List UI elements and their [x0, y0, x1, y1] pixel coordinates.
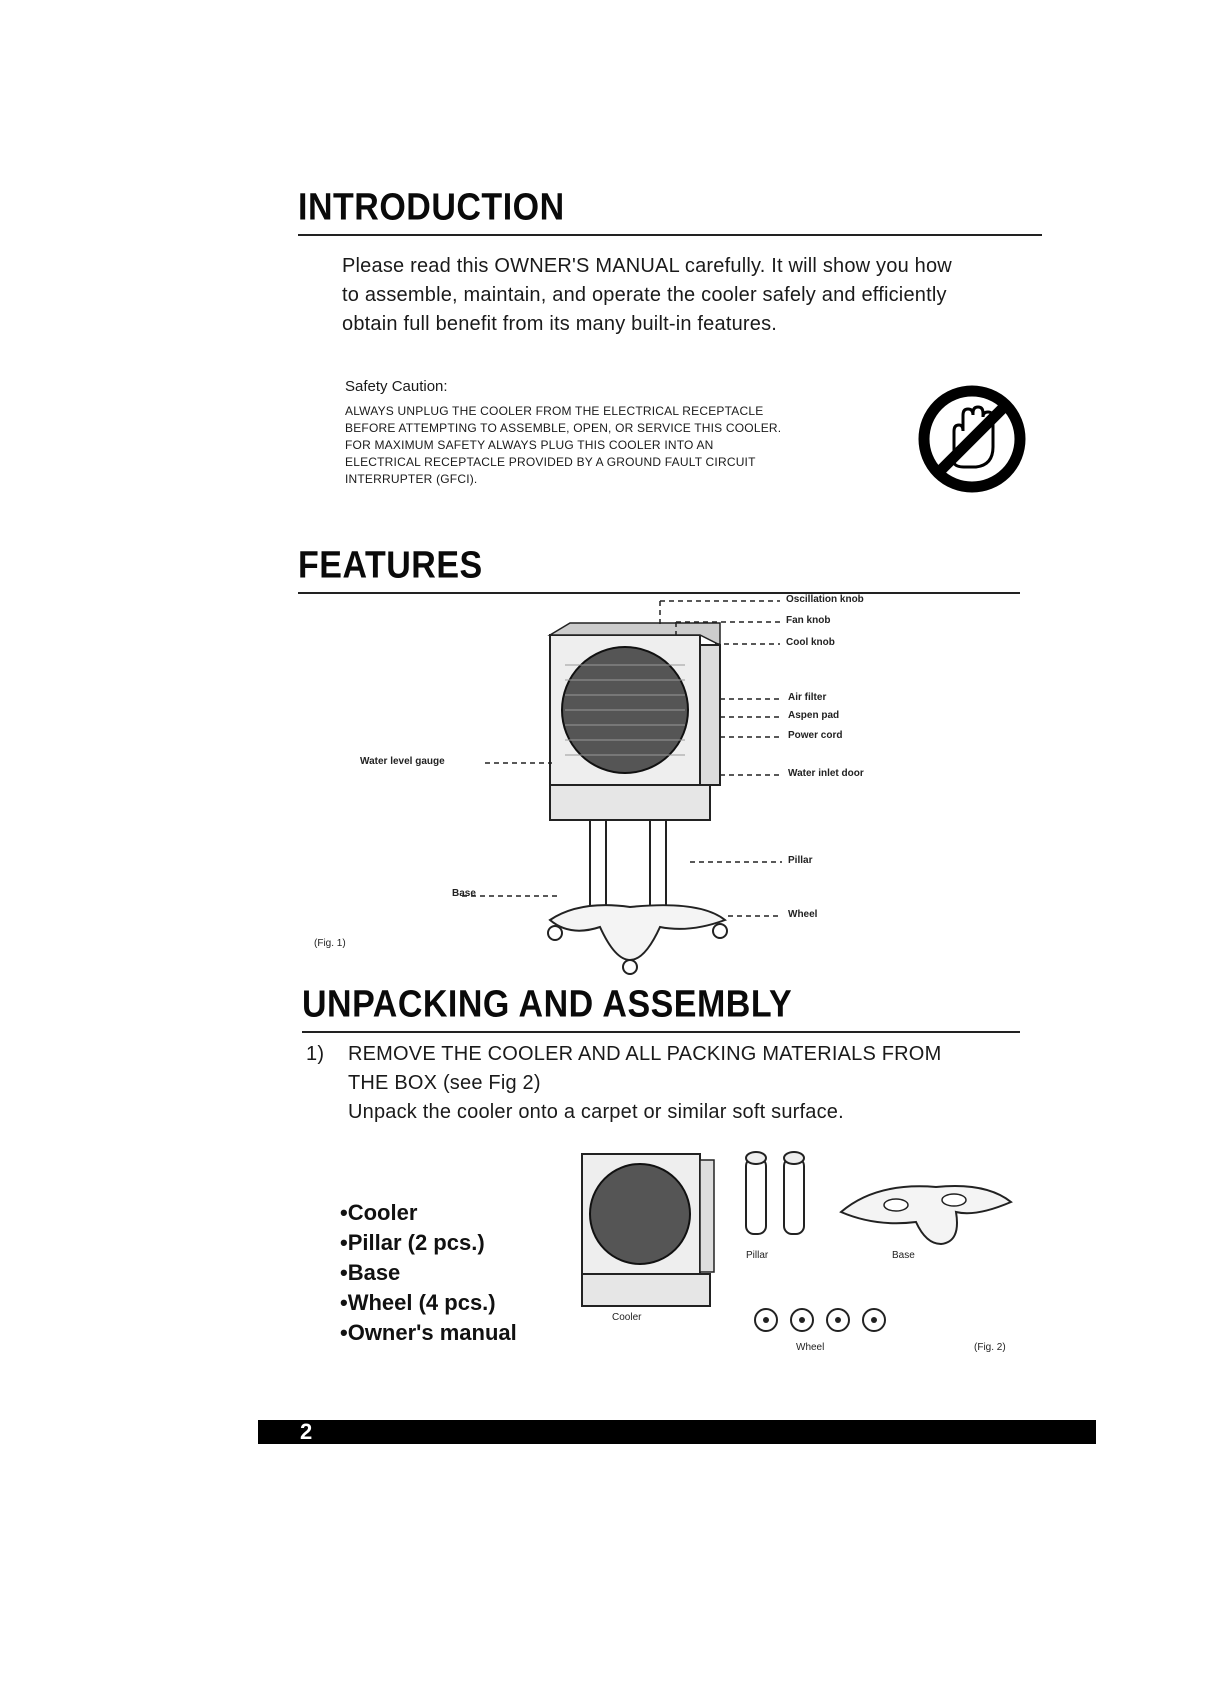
- label-pillar: Pillar: [788, 855, 813, 866]
- unpacking-rule: [302, 1031, 1020, 1033]
- list-item: • Wheel (4 pcs.): [340, 1288, 517, 1318]
- label-water-level-gauge: Water level gauge: [360, 756, 445, 767]
- introduction-line-1: Please read this OWNER'S MANUAL carefully. It will show you how: [342, 255, 952, 277]
- wheel-parts-illustration: [752, 1298, 902, 1338]
- safety-line-4: ELECTRICAL RECEPTACLE PROVIDED BY A GROUND FAULT CIRCUIT: [345, 455, 756, 469]
- safety-line-2: BEFORE ATTEMPTING TO ASSEMBLE, OPEN, OR SERVICE THIS COOLER.: [345, 421, 782, 435]
- label-air-filter: Air filter: [788, 692, 827, 703]
- label-base: Base: [452, 888, 476, 899]
- safety-line-1: ALWAYS UNPLUG THE COOLER FROM THE ELECTRICAL RECEPTACLE: [345, 404, 764, 418]
- step-line-1: REMOVE THE COOLER AND ALL PACKING MATERIALS FROM: [348, 1043, 942, 1065]
- features-title: FEATURES: [298, 544, 483, 587]
- step-instruction: [348, 1040, 1028, 1127]
- label-aspen-pad: Aspen pad: [788, 710, 840, 721]
- pillar-part-illustration: [742, 1140, 812, 1240]
- label-cool-knob: Cool knob: [786, 637, 835, 648]
- fig2-label-base: Base: [892, 1250, 915, 1261]
- fig2-caption: (Fig. 2): [974, 1342, 1006, 1353]
- label-wheel: Wheel: [788, 909, 818, 920]
- introduction-line-2: to assemble, maintain, and operate the cooler safely and efficiently: [342, 284, 947, 306]
- cooler-part-illustration: [580, 1146, 720, 1316]
- safety-line-3: FOR MAXIMUM SAFETY ALWAYS PLUG THIS COOLER INTO AN: [345, 438, 714, 452]
- list-item: • Owner's manual: [340, 1318, 517, 1348]
- step-detail: Unpack the cooler onto a carpet or similar soft surface.: [348, 1101, 844, 1123]
- fig1-caption: (Fig. 1): [314, 938, 346, 949]
- label-oscillation-knob: Oscillation knob: [786, 594, 864, 605]
- fig2-label-pillar: Pillar: [746, 1250, 769, 1261]
- introduction-line-3: obtain full benefit from its many built-in features.: [342, 313, 778, 335]
- list-item: • Cooler: [340, 1198, 517, 1228]
- page-number: 2: [300, 1419, 313, 1444]
- package-contents-list: [340, 1198, 517, 1348]
- base-part-illustration: [836, 1172, 1016, 1252]
- safety-caution-title: Safety Caution:: [345, 378, 448, 395]
- label-fan-knob: Fan knob: [786, 615, 831, 626]
- introduction-title: INTRODUCTION: [298, 186, 565, 229]
- unpacking-title: UNPACKING AND ASSEMBLY: [302, 983, 793, 1026]
- list-item: • Pillar (2 pcs.): [340, 1228, 517, 1258]
- footer-bar: [258, 1420, 1096, 1444]
- step-line-2: THE BOX (see Fig 2): [348, 1072, 541, 1094]
- fig2-label-wheel: Wheel: [796, 1342, 825, 1353]
- label-power-cord: Power cord: [788, 730, 843, 741]
- list-item: • Base: [340, 1258, 517, 1288]
- label-water-inlet-door: Water inlet door: [788, 768, 864, 779]
- safety-line-5: INTERRUPTER (GFCI).: [345, 472, 478, 486]
- step-number: 1): [306, 1043, 325, 1065]
- fig2-label-cooler: Cooler: [612, 1312, 642, 1323]
